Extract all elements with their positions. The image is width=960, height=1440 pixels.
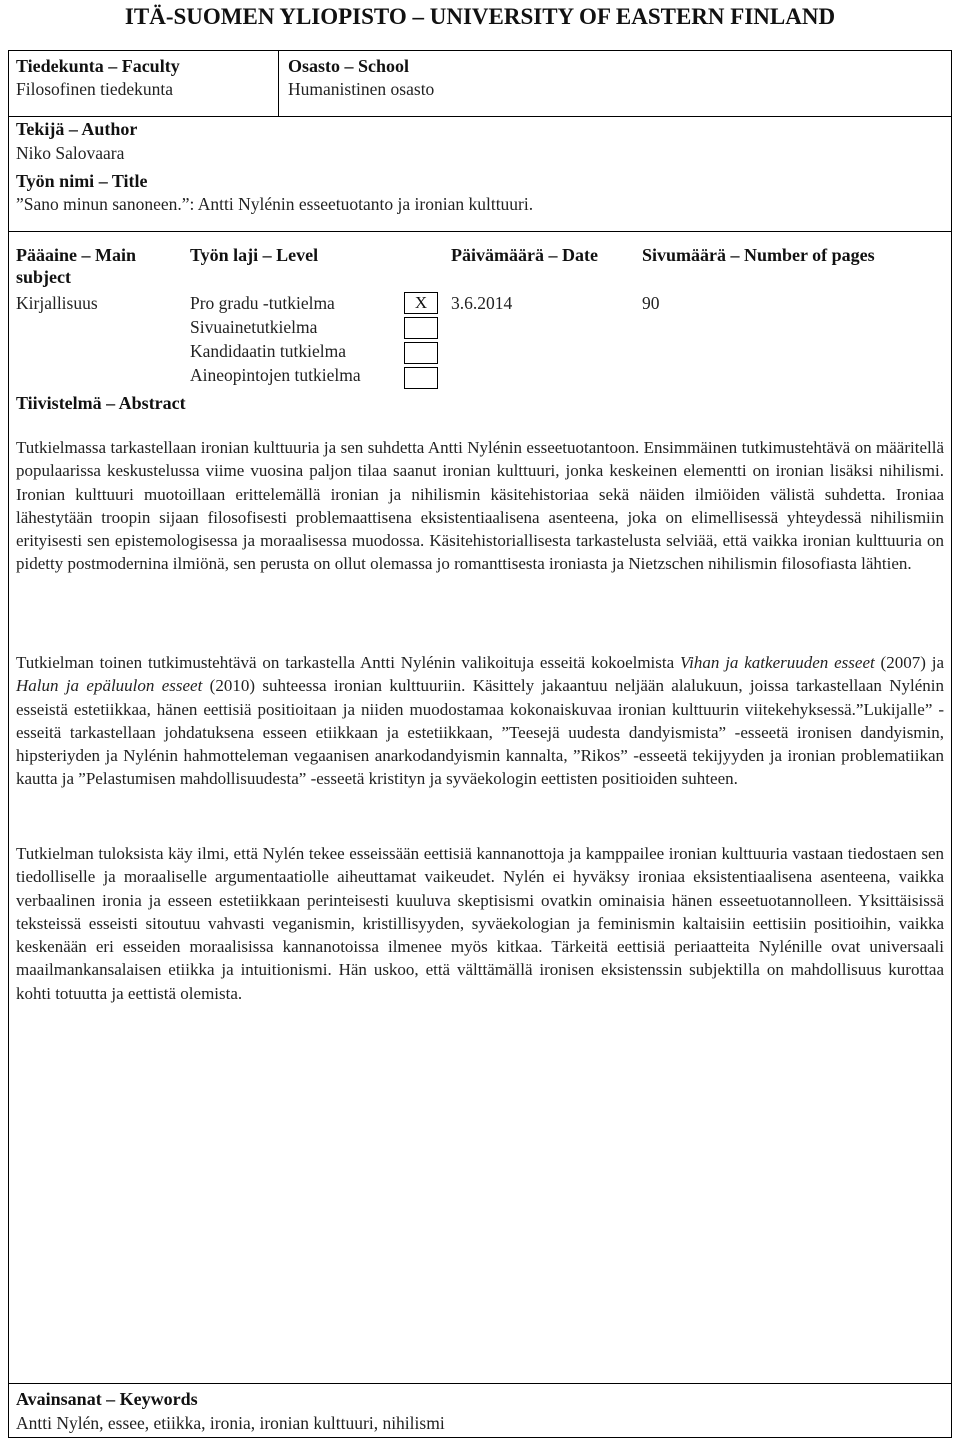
date-label: Päivämäärä – Date bbox=[451, 245, 598, 265]
school-label: Osasto – School bbox=[288, 56, 410, 76]
abstract-paragraph-1: Tutkielmassa tarkastellaan ironian kulttuuria ja sen suhdetta Antti Nylénin esseetuotantoon. Ensimmäinen tutkimustehtävä on määritellä populaarissa keskustelussa viime vuosina paljon tilaa saanut ironian kulttuuri, jonka keskeinen elementti on ironian lisäksi nihilismi. Ironian kulttuuri muotoillaan erittelemällä ironian ja nihilismin käsitehistoriaa sekä näiden ilmiöiden välistä suhdetta. Ironiaa lähestytään troopin sijaan filosofisesti problemaattisena eksistentiaalisena asenteena, joka on elimellisessä yhteydessä nihilismiin erityisesti sen epistemologisessa ja moraalisessa muodossa. Käsitehistoriallisesta tarkastelusta selviää, että vaikka ironian kulttuuria on pidetty postmodernina ilmiönä, sen perusta on ollut olemassa jo romanttisesta ironiasta ja Nietzschen nihilismin filosofiasta lähtien. bbox=[16, 438, 944, 574]
title-label: Työn nimi – Title bbox=[16, 171, 148, 191]
date-value: 3.6.2014 bbox=[451, 293, 513, 313]
level-option-label: Aineopintojen tutkielma bbox=[190, 365, 361, 385]
paragraph-text: Tutkielman toinen tutkimustehtävä on tarkastella Antti Nylénin valikoituja esseitä kokoelmista bbox=[16, 653, 681, 672]
faculty-label: Tiedekunta – Faculty bbox=[16, 56, 180, 76]
keywords-label: Avainsanat – Keywords bbox=[16, 1389, 198, 1409]
divider-after-faculty bbox=[8, 116, 952, 117]
paragraph-text: (2007) ja bbox=[874, 653, 944, 672]
level-option-label: Pro gradu -tutkielma bbox=[190, 293, 335, 313]
book-title: Vihan ja katkeruuden esseet bbox=[680, 653, 875, 672]
level-label: Työn laji – Level bbox=[190, 245, 319, 265]
book-title: Halun ja epäluulon esseet bbox=[16, 676, 203, 696]
keywords-value: Antti Nylén, essee, etiikka, ironia, ironian kulttuuri, nihilismi bbox=[16, 1413, 445, 1433]
pages-label: Sivumäärä – Number of pages bbox=[642, 245, 875, 265]
level-checkbox bbox=[404, 367, 438, 389]
title-value: ”Sano minun sanoneen.”: Antti Nylénin esseetuotanto ja ironian kulttuuri. bbox=[16, 194, 534, 214]
divider-after-title bbox=[8, 231, 952, 232]
frame-bottom bbox=[8, 1437, 952, 1438]
author-label: Tekijä – Author bbox=[16, 119, 138, 139]
abstract-label: Tiivistelmä – Abstract bbox=[16, 393, 186, 413]
author-value: Niko Salovaara bbox=[16, 143, 125, 163]
level-checkbox: X bbox=[404, 292, 438, 314]
level-checkbox bbox=[404, 317, 438, 339]
paragraph-text: (2010) suhteessa ironian kulttuuriin. Käsittely jakaantuu neljään alalukuun, joissa tarkastellaan Nylénin esseistä estetiikkaa, hänen eettisiä positioitaan ja niiden muodostamaa kokonaiskuvaa ironian kulttuurin viitekehyksessä.”Lukijalle” -esseitä tarkastellaan johdatuksena esseen etiikkaan ja estetiikkaan, ”Teesejä uudesta dandyismista” -esseetä ironisen dandyismin, hipsteriyden ja Nylénin hahmotteleman vegaanisen anarkodandyismin kannalta, ”Rikos” -esseetä tekijyyden ja ironian problematiikan kautta ja ”Pelastumisen mahdollisuudesta” -esseetä kristityn ja syväekologin eettisten positioiden suhteen. bbox=[16, 676, 944, 789]
level-option-label: Kandidaatin tutkielma bbox=[190, 341, 346, 361]
abstract-paragraph-2 bbox=[16, 651, 944, 791]
abstract-paragraph-3: Tutkielman tuloksista käy ilmi, että Nylén tekee esseissään eettisiä kannanottoja ja kamppailee ironian kulttuuria vastaan tiedostaen sen tiedolliselle ja moraaliselle argumentaatiolle aiheuttamat vaikeudet. Nylén ei hyväksy ironiaa eksistentiaalisena asenteena, vaikka verbaalinen ironia ja esseen estetiikkaan perinteisesti kuuluva skeptisismi ovatkin ominaisia hänen esseetuotannolleen. Yksittäisissä teksteissä esseisti sitoutuu vahvasti veganismin, kristillisyyden, syväekologian ja feminismin kaltaisiin eettisiin positioihin, vaikka keskenään eri esseiden moraalisissa kannanotoissa ilmenee myös kitkaa. Tärkeitä eettisiä periaatteita Nylénille ovat universaali maailmankansalaisen etiikka ja intuitionismi. Hän uskoo, että välttämällä ironisen eksistenssin subjektilla on mahdollisuus kurottaa kohti totuutta ja eettistä olemista. bbox=[16, 844, 944, 1003]
faculty-value: Filosofinen tiedekunta bbox=[16, 79, 173, 99]
school-value: Humanistinen osasto bbox=[288, 79, 435, 99]
level-checkbox bbox=[404, 342, 438, 364]
frame-right bbox=[951, 50, 952, 1438]
subject-label-line1: Pääaine – Main bbox=[16, 245, 136, 265]
university-header: ITÄ-SUOMEN YLIOPISTO – UNIVERSITY OF EASTERN FINLAND bbox=[124, 4, 836, 29]
frame-left bbox=[8, 50, 9, 1438]
divider-faculty-school bbox=[278, 50, 279, 116]
frame-top bbox=[8, 50, 952, 51]
subject-label-line2: subject bbox=[16, 267, 71, 287]
subject-value: Kirjallisuus bbox=[16, 293, 98, 313]
divider-before-keywords bbox=[8, 1383, 952, 1384]
level-option-label: Sivuainetutkielma bbox=[190, 317, 318, 337]
pages-value: 90 bbox=[642, 293, 660, 313]
